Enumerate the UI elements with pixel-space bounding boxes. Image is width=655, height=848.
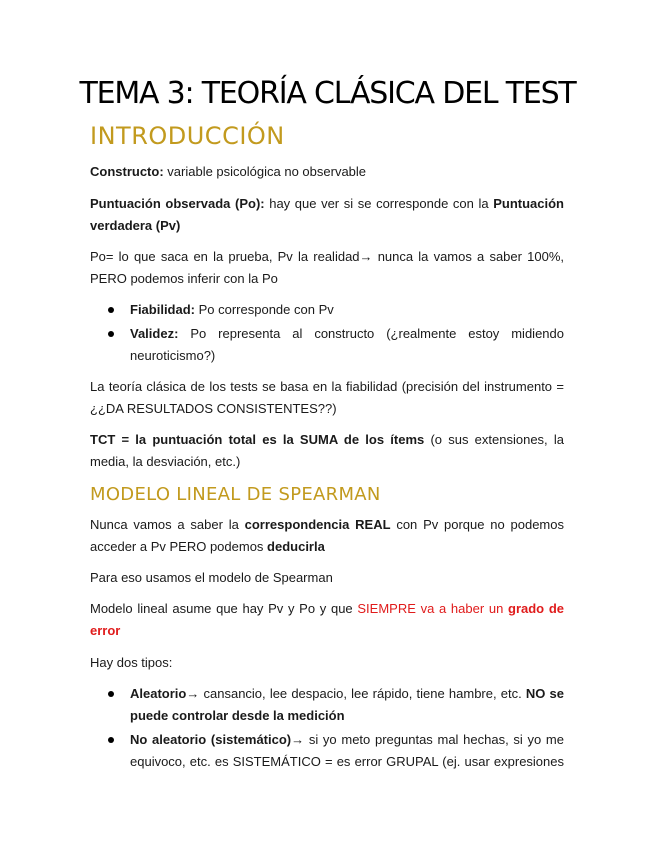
validez-label: Validez: (130, 326, 179, 341)
heading-introduccion: INTRODUCCIÓN (90, 122, 285, 150)
nunca-b: correspondencia REAL (244, 517, 391, 532)
no-aleatorio-label: No aleatorio (sistemático)→ (130, 732, 305, 747)
aleatorio-label: Aleatorio→ (130, 686, 200, 701)
no-aleatorio-line2: equivoco, etc. es SISTEMÁTICO = es error GRUPAL (ej. usar expresiones (130, 754, 564, 769)
list-item-aleatorio (130, 683, 564, 727)
po-label: Puntuación observada (Po): (90, 196, 265, 211)
teoria-line1: La teoría clásica de los tests se basa en la fiabilidad (precisión del instrumento = (90, 379, 564, 394)
constructo-label: Constructo: (90, 164, 164, 179)
pv-label-line1: Puntuación (493, 196, 564, 211)
paragraph-po-definicion (90, 246, 564, 290)
heading-modelo-lineal: MODELO LINEAL DE SPEARMAN (90, 484, 381, 505)
paragraph-para-eso (90, 567, 564, 589)
aleatorio-bold: NO se (525, 686, 564, 701)
bullet-dot (108, 691, 114, 697)
modelo-red-bold: grado de (508, 601, 564, 616)
page-title: TEMA 3: TEORÍA CLÁSICA DEL TEST (79, 76, 576, 111)
constructo-text: variable psicológica no observable (163, 164, 367, 179)
validez-line2: neuroticismo?) (130, 348, 216, 363)
validez-text: Po representa al constructo (¿realmente estoy midiendo (178, 326, 564, 341)
paragraph-modelo (90, 598, 564, 642)
fiabilidad-text: Po corresponde con Pv (195, 302, 334, 317)
fiabilidad-label: Fiabilidad: (130, 302, 195, 317)
modelo-l2: error (90, 623, 121, 638)
paragraph-hay-dos (90, 652, 564, 674)
tct-bold: TCT = la puntuación total es la SUMA de los ítems (90, 432, 425, 447)
nunca-a: Nunca vamos a saber la (90, 517, 245, 532)
modelo-a: Modelo lineal asume que hay Pv y Po y que (90, 601, 358, 616)
paragraph-nunca (90, 514, 564, 558)
nunca-c: con Pv porque no podemos (390, 517, 564, 532)
paragraph-teoria-clasica (90, 376, 564, 420)
paragraph-tct (90, 429, 564, 473)
tct-line2: media, la desviación, etc.) (90, 454, 241, 469)
bullet-dot (108, 307, 114, 313)
aleatorio-text: cansancio, lee despacio, lee rápido, tiene hambre, etc. (199, 686, 526, 701)
list-item-validez (130, 323, 564, 367)
list-item-no-aleatorio (130, 729, 564, 773)
paragraph-puntuacion-observada (90, 193, 564, 237)
teoria-line2: ¿¿DA RESULTADOS CONSISTENTES??) (90, 401, 337, 416)
hay-dos-text: Hay dos tipos: (90, 655, 173, 670)
aleatorio-line2: puede controlar desde la medición (130, 708, 345, 723)
nunca-l2a: acceder a Pv PERO podemos (90, 539, 268, 554)
list-item-fiabilidad (130, 299, 564, 321)
pv-label-line2: verdadera (Pv) (90, 218, 181, 233)
no-aleatorio-text: si yo meto preguntas mal hechas, si yo me (304, 732, 564, 747)
bullet-dot (108, 331, 114, 337)
para-eso-text: Para eso usamos el modelo de Spearman (90, 570, 333, 585)
nunca-l2b: deducirla (267, 539, 325, 554)
tct-rest: (o sus extensiones, la (424, 432, 564, 447)
po-line1: Po= lo que saca en la prueba, Pv la realidad→ nunca la vamos a saber 100%, (90, 249, 564, 264)
bullet-dot (108, 737, 114, 743)
paragraph-constructo (90, 161, 564, 183)
modelo-red: SIEMPRE va a haber un (357, 601, 509, 616)
po-line2: PERO podemos inferir con la Po (90, 271, 278, 286)
po-text: hay que ver si se corresponde con la (264, 196, 494, 211)
